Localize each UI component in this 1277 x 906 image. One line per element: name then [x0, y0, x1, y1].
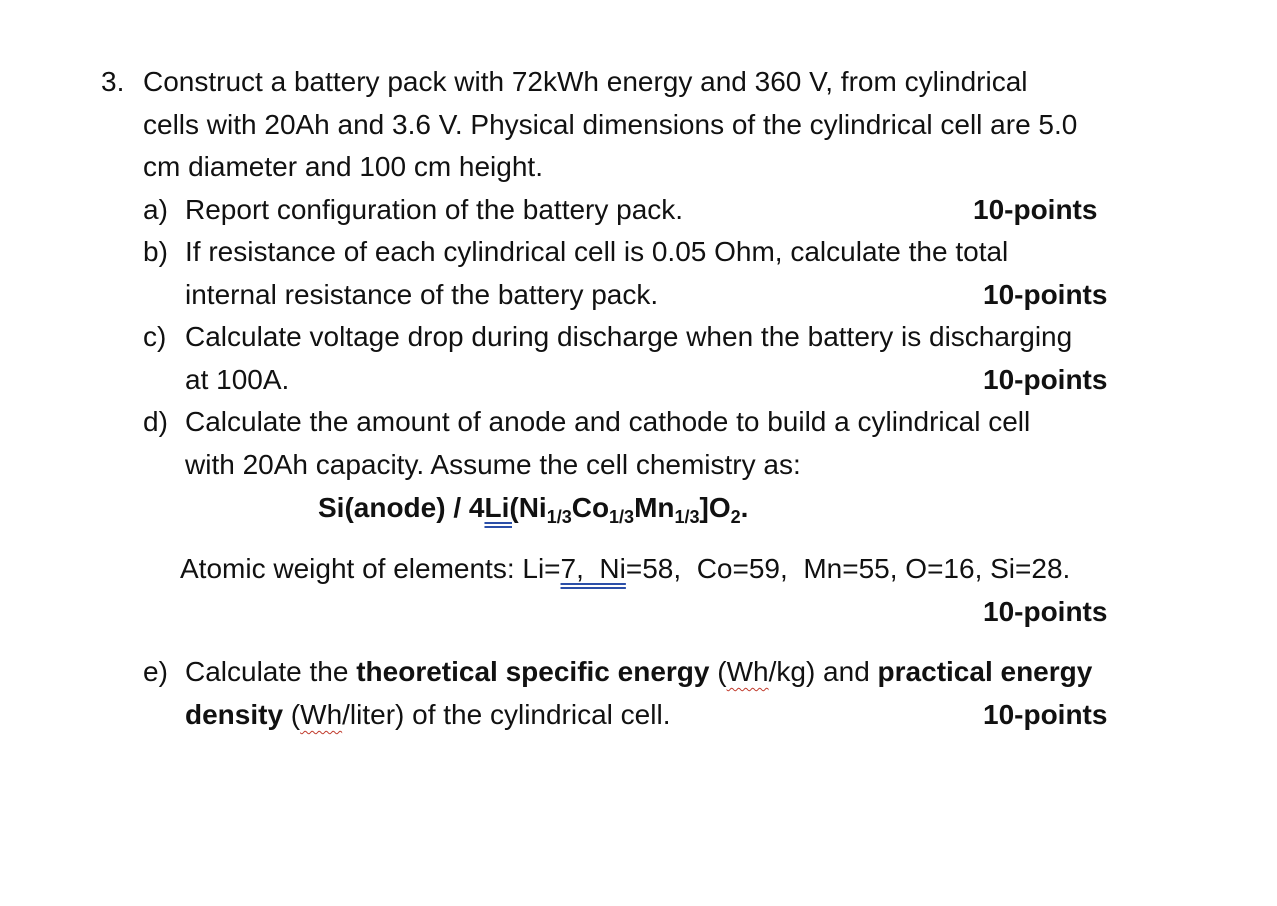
atomic-weights-underlined: 7, Ni: [560, 553, 626, 584]
part-e-bold-theoretical: theoretical specific energy: [356, 656, 710, 687]
part-a-points: 10-points: [973, 194, 1098, 225]
formula-li: Li(: [484, 492, 519, 523]
atomic-weights-prefix: Atomic weight of elements: Li=: [180, 553, 561, 584]
part-c-label: c): [143, 321, 167, 352]
formula-co: Co: [571, 492, 610, 523]
part-a-label: a): [143, 194, 168, 225]
part-e-line-2: [185, 701, 670, 729]
part-d-line-2: with 20Ah capacity. Assume the cell chemistry as:: [185, 449, 801, 480]
part-b-line-2: internal resistance of the battery pack.: [185, 279, 659, 310]
part-e-points: 10-points: [983, 699, 1108, 730]
formula-o-subscript: 2: [730, 507, 741, 527]
part-e-text-3: /kg) and: [768, 656, 878, 687]
part-e-wh-spellcheck-1: Wh: [726, 656, 769, 687]
part-e-wh-spellcheck-2: Wh: [300, 699, 343, 730]
part-a-line-1: Report configuration of the battery pack.: [185, 194, 684, 225]
part-d-points: 10-points: [983, 596, 1108, 627]
part-e-label: e): [143, 656, 168, 687]
part-c-points: 10-points: [983, 364, 1108, 395]
part-e-line-1: [185, 658, 1092, 686]
part-e-bold-density: density: [185, 699, 284, 730]
formula-ni: Ni: [518, 492, 547, 523]
question-intro-line-1: Construct a battery pack with 72kWh energy and 360 V, from cylindrical: [143, 66, 1028, 97]
question-number: 3.: [101, 66, 125, 97]
cell-chemistry-formula: [318, 492, 749, 527]
part-e-text-4: (: [283, 699, 301, 730]
formula-end: .: [740, 492, 749, 523]
part-e-text-2: (: [709, 656, 727, 687]
formula-o: ]O: [699, 492, 731, 523]
part-e-text-5: /liter) of the cylindrical cell.: [342, 699, 671, 730]
atomic-weights-suffix: =58, Co=59, Mn=55, O=16, Si=28.: [625, 553, 1071, 584]
question-intro-line-2: cells with 20Ah and 3.6 V. Physical dimensions of the cylindrical cell are 5.0: [143, 109, 1078, 140]
formula-ni-subscript: 1/3: [546, 507, 572, 527]
question-intro-line-3: cm diameter and 100 cm height.: [143, 151, 543, 182]
part-c-line-1: Calculate voltage drop during discharge when the battery is discharging: [185, 321, 1073, 352]
part-e-text-1: Calculate the: [185, 656, 357, 687]
part-d-label: d): [143, 406, 168, 437]
formula-mn: Mn: [634, 492, 675, 523]
formula-mn-subscript: 1/3: [674, 507, 700, 527]
part-b-line-1: If resistance of each cylindrical cell is 0.05 Ohm, calculate the total: [185, 236, 1009, 267]
part-c-line-2: at 100A.: [185, 364, 290, 395]
atomic-weights-line: [180, 555, 1070, 583]
part-e-bold-practical: practical energy: [877, 656, 1093, 687]
part-d-line-1: Calculate the amount of anode and cathode to build a cylindrical cell: [185, 406, 1031, 437]
formula-prefix: Si(anode) / 4: [318, 492, 485, 523]
part-b-points: 10-points: [983, 279, 1108, 310]
part-b-label: b): [143, 236, 168, 267]
formula-co-subscript: 1/3: [609, 507, 635, 527]
